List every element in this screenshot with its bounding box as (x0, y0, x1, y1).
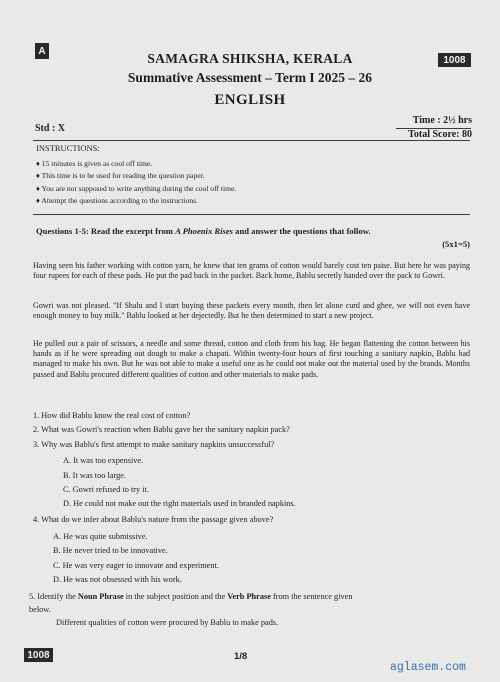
instruction-item: ♦ 15 minutes is given as cool off time. (36, 159, 153, 168)
question-4-option: B. He never tried to be innovative. (53, 546, 168, 555)
passage-paragraph: He pulled out a pair of scissors, a needle and some thread, cotton and cloth from his bag. He began flattening the cotton between his hands as if he were spreading out dough to make a chapati. Within twenty-four hours of first touching a sanitary napkin, Bablu had managed to make his own. But he was not able to make a useful one as he could not make out the material used by the brands. Months passed and Bablu procured different qualities of cotton and other materials to make pads. (33, 339, 470, 379)
question-4-option: D. He was not obsessed with his work. (53, 575, 182, 584)
question-5-continued: below. (29, 605, 51, 614)
instruction-item: ♦ This time is to be used for reading the question paper. (36, 171, 205, 180)
passage-paragraph: Gowri was not pleased. "If Shalu and I start buying these packets every month, then let alone curd and ghee, we will not even have enough money to buy milk." Bablu looked at her dejectedly. But he then determined to start a new project. (33, 301, 470, 321)
instructions-rule (33, 214, 470, 215)
question-5 (29, 592, 474, 601)
book-title: A Phoenix Rises (175, 226, 234, 236)
question-4-option: A. He was quite submissive. (53, 532, 148, 541)
section-lead: Questions 1-5: Read the excerpt from (36, 226, 176, 236)
header-rule (33, 140, 470, 141)
total-score-label: Total Score: 80 (408, 129, 472, 140)
paper-code-badge: 1008 (438, 53, 471, 67)
section-tail: and answer the questions that follow. (233, 226, 371, 236)
q5-text-c: from the sentence given (270, 592, 353, 601)
q5-text-b: in the subject position and the (123, 592, 228, 601)
page-number: 1/8 (234, 651, 248, 662)
instruction-item: ♦ Attempt the questions according to the instructions. (36, 196, 199, 205)
question-3-option: B. It was too large. (63, 471, 126, 480)
exam-title: Summative Assessment – Term I 2025 – 26 (127, 70, 373, 85)
question-2: 2. What was Gowri's reaction when Bablu gave her the sanitary napkin pack? (33, 425, 290, 434)
instruction-item: ♦ You are not supposed to write anything during the cool off time. (36, 184, 237, 193)
question-1: 1. How did Bablu know the real cost of cotton? (33, 411, 191, 420)
question-4-option: C. He was very eager to innovate and experiment. (53, 561, 219, 570)
watermark: aglasem.com (390, 661, 466, 674)
subject-title: ENGLISH (214, 92, 286, 108)
question-5-sentence: Different qualities of cotton were procured by Bablu to make pads. (56, 618, 279, 627)
footer-code-badge: 1008 (24, 648, 53, 662)
noun-phrase-term: Noun Phrase (77, 592, 124, 601)
question-3-option: C. Gowri refused to try it. (63, 485, 149, 494)
question-3: 3. Why was Bablu's first attempt to make sanitary napkins unsuccessful? (33, 440, 275, 449)
question-3-option: A. It was too expensive. (63, 456, 144, 465)
q5-text-a: 5. Identify the (29, 592, 78, 601)
verb-phrase-term: Verb Phrase (227, 592, 271, 601)
instructions-title: INSTRUCTIONS: (36, 143, 100, 153)
org-title: SAMAGRA SHIKSHA, KERALA (147, 51, 353, 66)
question-3-option: D. He could not make out the right materials used in branded napkins. (63, 499, 296, 508)
time-label: Time : 2½ hrs (412, 115, 472, 126)
passage-paragraph: Having seen his father working with cotton yarn, he knew that ten grams of cotton would barely cost ten paise. But here he was paying four rupees for each of these pads. He put the pad back in the packet. Back home, Bablu secretly handed over the pack to Gowri. (33, 261, 470, 281)
std-label: Std : X (35, 123, 66, 134)
section-marks: (5x1=5) (442, 239, 470, 249)
set-code-badge: A (35, 43, 49, 59)
question-4: 4. What do we infer about Bablu's nature from the passage given above? (33, 515, 274, 524)
section-heading (36, 226, 476, 236)
